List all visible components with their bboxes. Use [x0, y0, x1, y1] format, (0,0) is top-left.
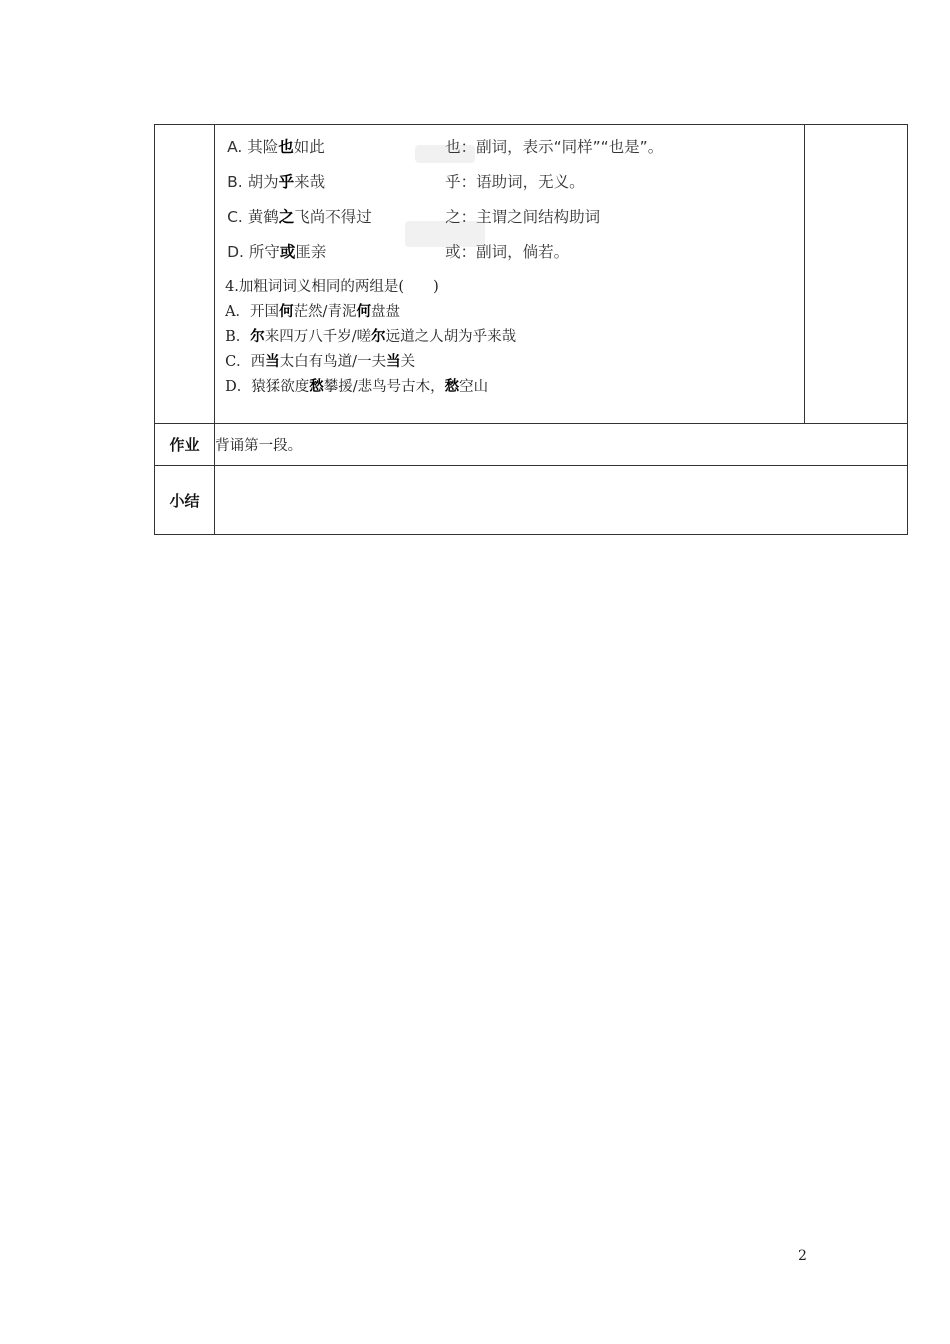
exercise-content-cell [215, 125, 805, 424]
homework-text: 背诵第一段。 [215, 424, 908, 466]
lesson-plan-table [154, 124, 908, 535]
option-c: C．西当太白有鸟道/一夫当关 [225, 354, 416, 370]
scan-line-a: A. 其险也如此 也：副词，表示“同样”“也是”。 [227, 138, 664, 156]
option-b: B．尔来四万八千岁/嗟尔远道之人胡为乎来哉 [225, 329, 517, 345]
option-d: D．猿猱欲度愁攀援/悲鸟号古木，愁空山 [225, 379, 489, 395]
option-a: A．开国何茫然/青泥何盘盘 [225, 304, 400, 320]
exercise-right-cell [804, 125, 907, 424]
scan-line-c: C. 黄鹤之飞尚不得过 之：主谓之间结构助词 [227, 208, 601, 226]
summary-label: 小结 [155, 466, 215, 535]
question-stem: 4.加粗词词义相同的两组是( ) [225, 279, 439, 295]
exercise-row [155, 125, 908, 424]
homework-row [155, 424, 908, 466]
scan-line-d: D. 所守或匪亲 或：副词，倘若。 [227, 243, 570, 261]
summary-text [215, 466, 908, 535]
question-4 [225, 275, 516, 400]
scan-line-b: B. 胡为乎来哉 乎：语助词，无义。 [227, 173, 585, 191]
page-number: 2 [798, 1248, 807, 1264]
homework-label: 作业 [155, 424, 215, 466]
exercise-label-cell [155, 125, 215, 424]
scanned-answer-image [215, 125, 804, 265]
summary-row [155, 466, 908, 535]
